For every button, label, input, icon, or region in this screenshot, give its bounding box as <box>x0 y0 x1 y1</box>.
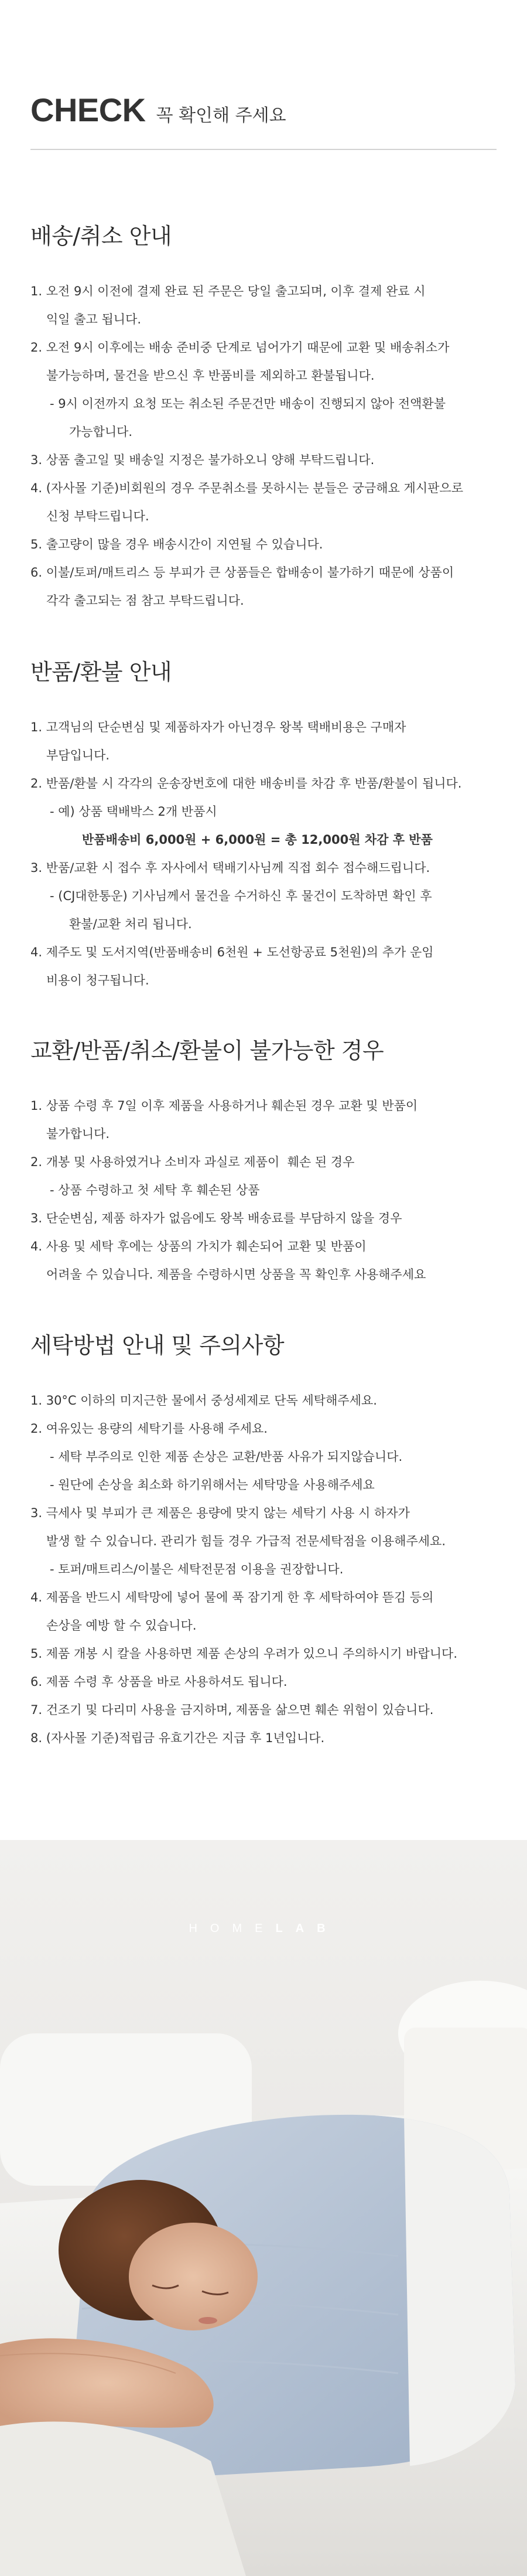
list-item: 4. (자사몰 기준)비회원의 경우 주문취소를 못하시는 분들은 궁금해요 게시판으로 신청 부탁드립니다. <box>30 481 463 523</box>
list-item: - 상품 수령하고 첫 세탁 후 훼손된 상품 <box>50 1183 260 1197</box>
shipping-section <box>30 218 499 615</box>
list-item: 1. 고객님의 단순변심 및 제품하자가 아닌경우 왕복 택배비용은 구매자 부담입니다. <box>30 720 406 762</box>
list-item: 2. 오전 9시 이후에는 배송 준비중 단계로 넘어가기 때문에 교환 및 배송취소가 불가능하며, 물건을 받으신 후 반품비를 제외하고 환불됩니다. <box>30 340 450 383</box>
return-list <box>30 713 499 994</box>
list-item: - 원단에 손상을 최소화 하기위해서는 세탁망을 사용해주세요 <box>50 1478 375 1492</box>
washing-section <box>30 1327 511 1752</box>
check-header <box>0 0 527 150</box>
check-subtitle: 꼭 확인해 주세요 <box>156 105 286 126</box>
no-exchange-section <box>30 1033 499 1289</box>
section-title: 교환/반품/취소/환불이 불가능한 경우 <box>30 1038 384 1064</box>
list-item: 5. 제품 개봉 시 칼을 사용하면 제품 손상의 우려가 있으니 주의하시기 바랍니다. <box>30 1647 458 1661</box>
list-item: 7. 건조기 및 다리미 사용을 금지하며, 제품을 삶으면 훼손 위험이 있습니다. <box>30 1703 434 1717</box>
list-item: 4. 사용 및 세탁 후에는 상품의 가치가 훼손되어 교환 및 반품이 어려울 수 있습니다. 제품을 수령하시면 상품을 꼭 확인후 사용해주세요 <box>30 1239 426 1282</box>
list-item: 2. 반품/환불 시 각각의 운송장번호에 대한 배송비를 차감 후 반품/환불이 됩니다. <box>30 776 462 790</box>
pillow-illustration <box>0 1840 527 2576</box>
list-item: 3. 반품/교환 시 접수 후 자사에서 택배기사님께 직접 회수 접수해드립니다. <box>30 861 430 875</box>
no-exchange-list <box>30 1092 499 1289</box>
check-title: CHECK <box>30 91 146 128</box>
list-item: 5. 출고량이 많을 경우 배송시간이 지연될 수 있습니다. <box>30 537 323 551</box>
list-item: 2. 개봉 및 사용하였거나 소비자 과실로 제품이 훼손 된 경우 <box>30 1155 355 1169</box>
check-header-row <box>30 91 497 129</box>
list-item: 1. 상품 수령 후 7일 이후 제품을 사용하거나 훼손된 경우 교환 및 반품이 불가합니다. <box>30 1099 418 1141</box>
list-item: 반품배송비 6,000원 + 6,000원 = 총 12,000원 차감 후 반품 <box>82 833 433 847</box>
list-item: 8. (자사몰 기준)적립금 유효기간은 지급 후 1년입니다. <box>30 1731 325 1745</box>
list-item: 6. 제품 수령 후 상품을 바로 사용하셔도 됩니다. <box>30 1675 288 1689</box>
section-title: 배송/취소 안내 <box>30 223 172 249</box>
header-divider <box>30 149 497 150</box>
list-item: - 9시 이전까지 요청 또는 취소된 주문건만 배송이 진행되지 않아 전액환불 가능합니다. <box>50 397 446 439</box>
list-item: - 토퍼/매트리스/이불은 세탁전문점 이용을 권장합니다. <box>50 1562 344 1576</box>
list-item: 1. 오전 9시 이전에 결제 완료 된 주문은 당일 출고되며, 이후 결제 완료 시 익일 출고 됩니다. <box>30 284 426 326</box>
shipping-list <box>30 277 499 615</box>
list-item: - 세탁 부주의로 인한 제품 손상은 교환/반품 사유가 되지않습니다. <box>50 1450 403 1464</box>
washing-list <box>30 1386 511 1752</box>
list-item: 4. 제품을 반드시 세탁망에 넣어 물에 푹 잠기게 한 후 세탁하여야 뜯김 등의 손상을 예방 할 수 있습니다. <box>30 1590 434 1633</box>
list-item: - 예) 상품 택배박스 2개 반품시 <box>50 805 217 819</box>
brand-logo: HOMELAB <box>189 1922 338 1935</box>
list-item: 4. 제주도 및 도서지역(반품배송비 6천원 + 도선항공료 5천원)의 추가 운임 비용이 청구됩니다. <box>30 945 434 987</box>
list-item: 3. 단순변심, 제품 하자가 없음에도 왕복 배송료를 부담하지 않을 경우 <box>30 1211 402 1225</box>
pillow-photo <box>0 1840 527 2576</box>
return-section <box>30 654 499 994</box>
list-item: 1. 30°C 이하의 미지근한 물에서 중성세제로 단독 세탁해주세요. <box>30 1393 377 1408</box>
list-item: 6. 이불/토퍼/매트리스 등 부피가 큰 상품들은 합배송이 불가하기 때문에 상품이 각각 출고되는 점 참고 부탁드립니다. <box>30 565 454 608</box>
list-item: 3. 상품 출고일 및 배송일 지정은 불가하오니 양해 부탁드립니다. <box>30 453 375 467</box>
section-title: 반품/환불 안내 <box>30 659 172 685</box>
list-item: 2. 여유있는 용량의 세탁기를 사용해 주세요. <box>30 1422 268 1436</box>
list-item: - (CJ대한통운) 기사님께서 물건을 수거하신 후 물건이 도착하면 확인 후 환불/교환 처리 됩니다. <box>50 889 432 931</box>
section-title: 세탁방법 안내 및 주의사항 <box>30 1333 285 1358</box>
list-item: 3. 극세사 및 부피가 큰 제품은 용량에 맞지 않는 세탁기 사용 시 하자가 발생 할 수 있습니다. 관리가 힘들 경우 가급적 전문세탁점을 이용해주세요. <box>30 1506 446 1548</box>
